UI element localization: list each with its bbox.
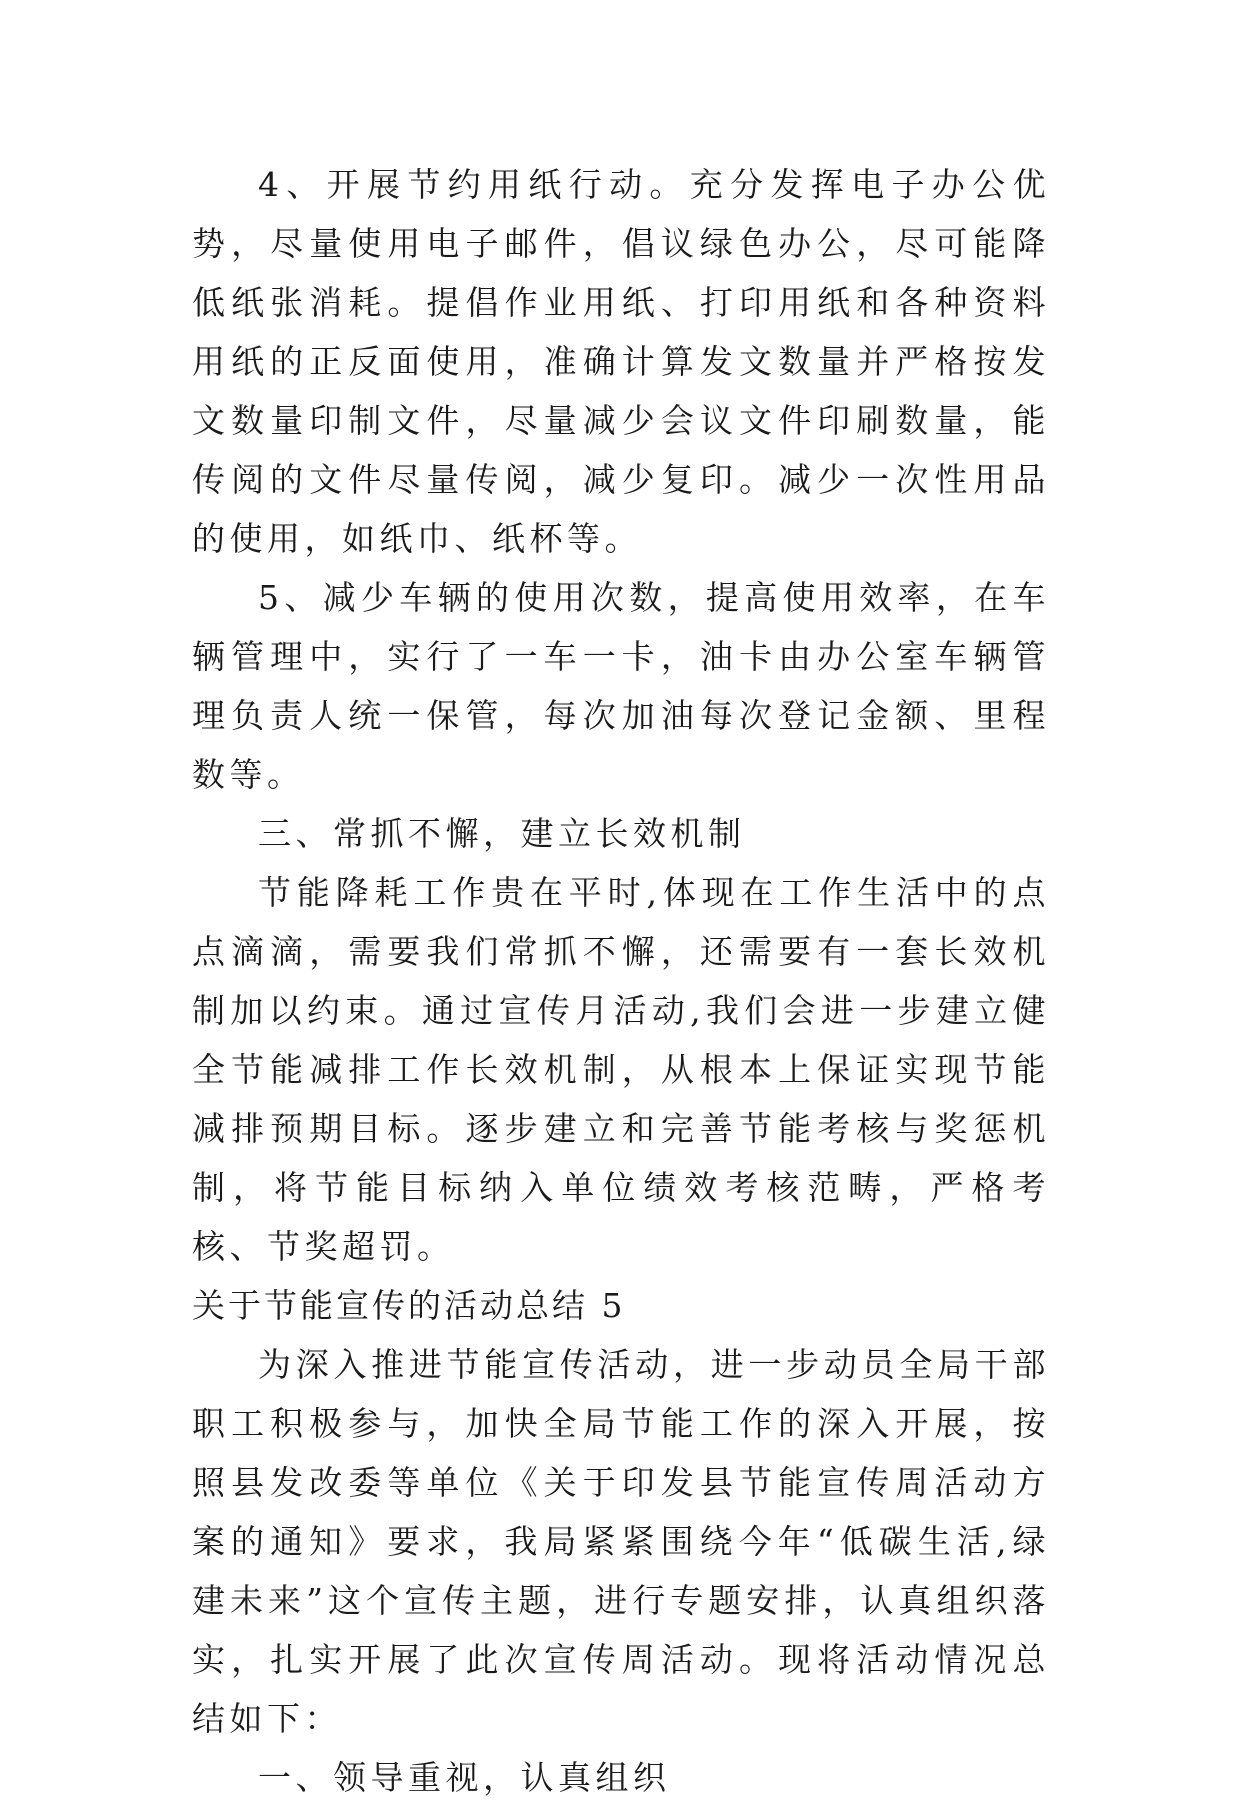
paragraph-vehicle-usage: 5、减少车辆的使用次数，提高使用效率，在车辆管理中，实行了一车一卡，油卡由办公室车辆管理负责人统一保管，每次加油每次登记金额、里程数等。 [192, 578, 1050, 794]
document-body [192, 155, 1050, 1807]
paragraph-paper-saving: 4、开展节约用纸行动。充分发挥电子办公优势，尽量使用电子邮件，倡议绿色办公，尽可能降低纸张消耗。提倡作业用纸、打印用纸和各种资料用纸的正反面使用，准确计算发文数量并严格按发文数量印制文件，尽量减少会议文件印刷数量，能传阅的文件尽量传阅，减少复印。减少一次性用品的使用，如纸巾、纸杯等。 [192, 165, 1050, 558]
summary-title: 关于节能宣传的活动总结 5 [192, 1286, 626, 1325]
paragraph-summary-intro: 为深入推进节能宣传活动，进一步动员全局干部职工积极参与，加快全局节能工作的深入开展，按照县发改委等单位《关于印发县节能宣传周活动方案的通知》要求，我局紧紧围绕今年“低碳生活,绿建未来”这个宣传主题，进行专题安排，认真组织落实，扎实开展了此次宣传周活动。现将活动情况总结如下： [192, 1345, 1050, 1738]
section-heading-leadership: 一、领导重视，认真组织 [258, 1758, 671, 1797]
paragraph-energy-saving-mechanism: 节能降耗工作贵在平时,体现在工作生活中的点点滴滴，需要我们常抓不懈，还需要有一套长效机制加以约束。通过宣传月活动,我们会进一步建立健全节能减排工作长效机制，从根本上保证实现节能减排预期目标。逐步建立和完善节能考核与奖惩机制，将节能目标纳入单位绩效考核范畴，严格考核、节奖超罚。 [192, 873, 1050, 1266]
section-heading-long-term-mechanism: 三、常抓不懈，建立长效机制 [258, 814, 746, 853]
